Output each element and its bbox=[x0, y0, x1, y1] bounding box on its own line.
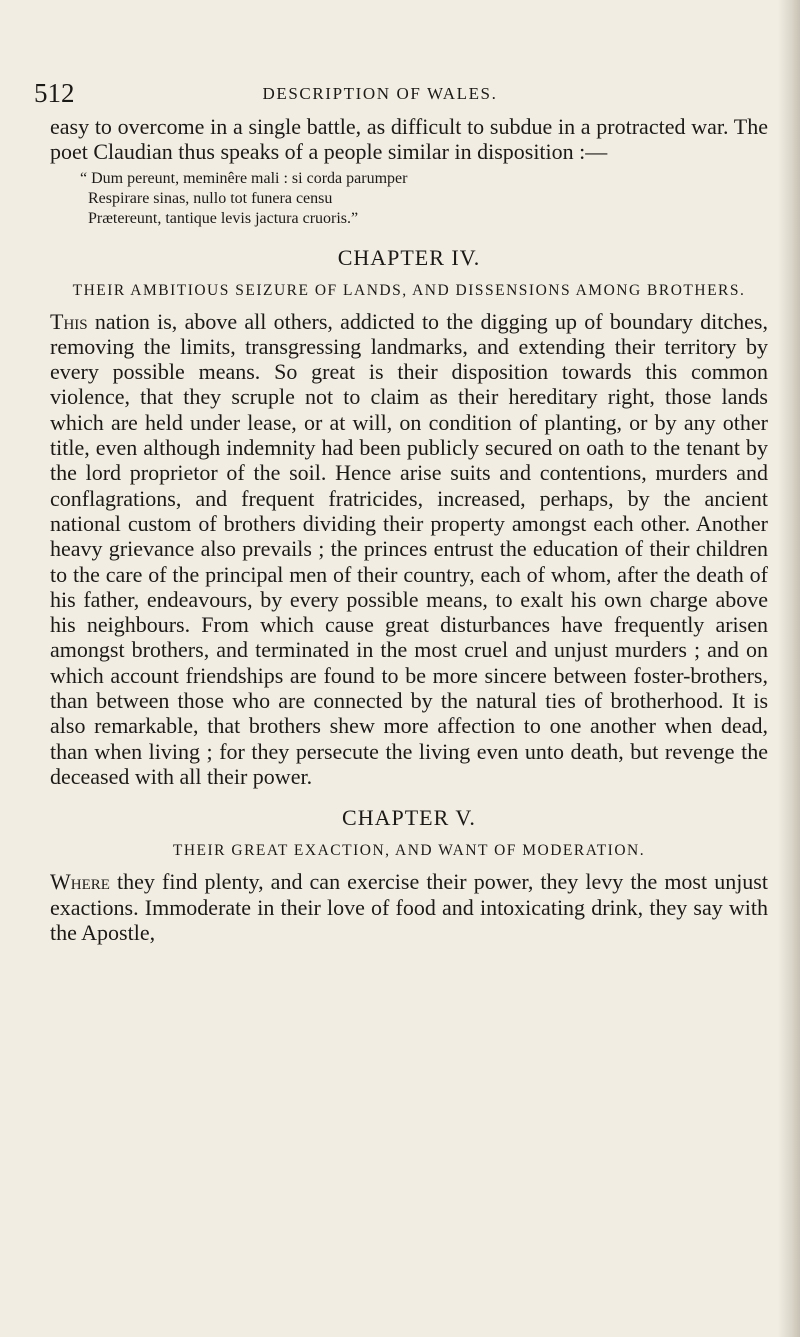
latin-verse-quote bbox=[80, 169, 768, 229]
text-block bbox=[50, 114, 768, 945]
chapter-4-initial-word: This bbox=[50, 308, 88, 334]
running-head: DESCRIPTION OF WALES. bbox=[262, 84, 498, 103]
verse-line: Respirare sinas, nullo tot funera censu bbox=[88, 189, 333, 207]
chapter-4-paragraph bbox=[50, 309, 768, 790]
chapter-4-subtitle: THEIR AMBITIOUS SEIZURE OF LANDS, AND DISSENSIONS AMONG BROTHERS. bbox=[72, 281, 746, 299]
chapter-4-title: CHAPTER IV. bbox=[337, 244, 481, 270]
verse-line: “ Dum pereunt, meminêre mali : si corda parumper bbox=[80, 169, 408, 187]
opening-paragraph: easy to overcome in a single battle, as difficult to subdue in a protracted war. The poet Claudian thus speaks of a people similar in disposition :— bbox=[50, 114, 768, 165]
chapter-5-initial-word: Where bbox=[50, 869, 110, 895]
verse-line: Prætereunt, tantique levis jactura cruoris.” bbox=[88, 209, 359, 227]
chapter-4-body: nation is, above all others, addicted to the digging up of boundary ditches, removing the limits, transgressing landmarks, and extending their territory by every possible means. So great is their disposition towards this common violence, that they scruple not to claim as their hereditary right, those lands which are held under lease, or at will, on condition of planting, or by any other title, even although indemnity had been publicly secured on oath to the tenant by the lord proprietor of the soil. Hence arise suits and contentions, murders and conflagrations, and frequent fratricides, increased, perhaps, by the ancient national custom of brothers dividing their property amongst each other. Another heavy grievance also prevails ; the princes entrust the education of their children to the care of the principal men of their country, each of whom, after the death of his father, endeavours, by every possible means, to exalt his own charge above his neighbours. From which cause great disturbances have frequently arisen amongst brothers, and terminated in the most cruel and unjust murders ; and on which account friendships are found to be more sincere between foster-brothers, than between those who are connected by the natural ties of brotherhood. It is also remarkable, that brothers shew more affection to one another when dead, than when living ; for they persecute the living even unto death, but revenge the deceased with all their power. bbox=[50, 308, 768, 789]
chapter-5-title: CHAPTER V. bbox=[342, 805, 476, 831]
chapter-5-body: they find plenty, and can exercise their power, they levy the most unjust exactions. Immoderate in their love of food and intoxicating drink, they say with the Apostle, bbox=[50, 869, 768, 945]
page-edge-shadow bbox=[778, 0, 800, 1337]
chapter-5-paragraph bbox=[50, 869, 768, 945]
chapter-5-subtitle: THEIR GREAT EXACTION, AND WANT OF MODERATION. bbox=[172, 842, 646, 860]
page-header bbox=[34, 78, 774, 108]
page-number: 512 bbox=[34, 78, 75, 108]
